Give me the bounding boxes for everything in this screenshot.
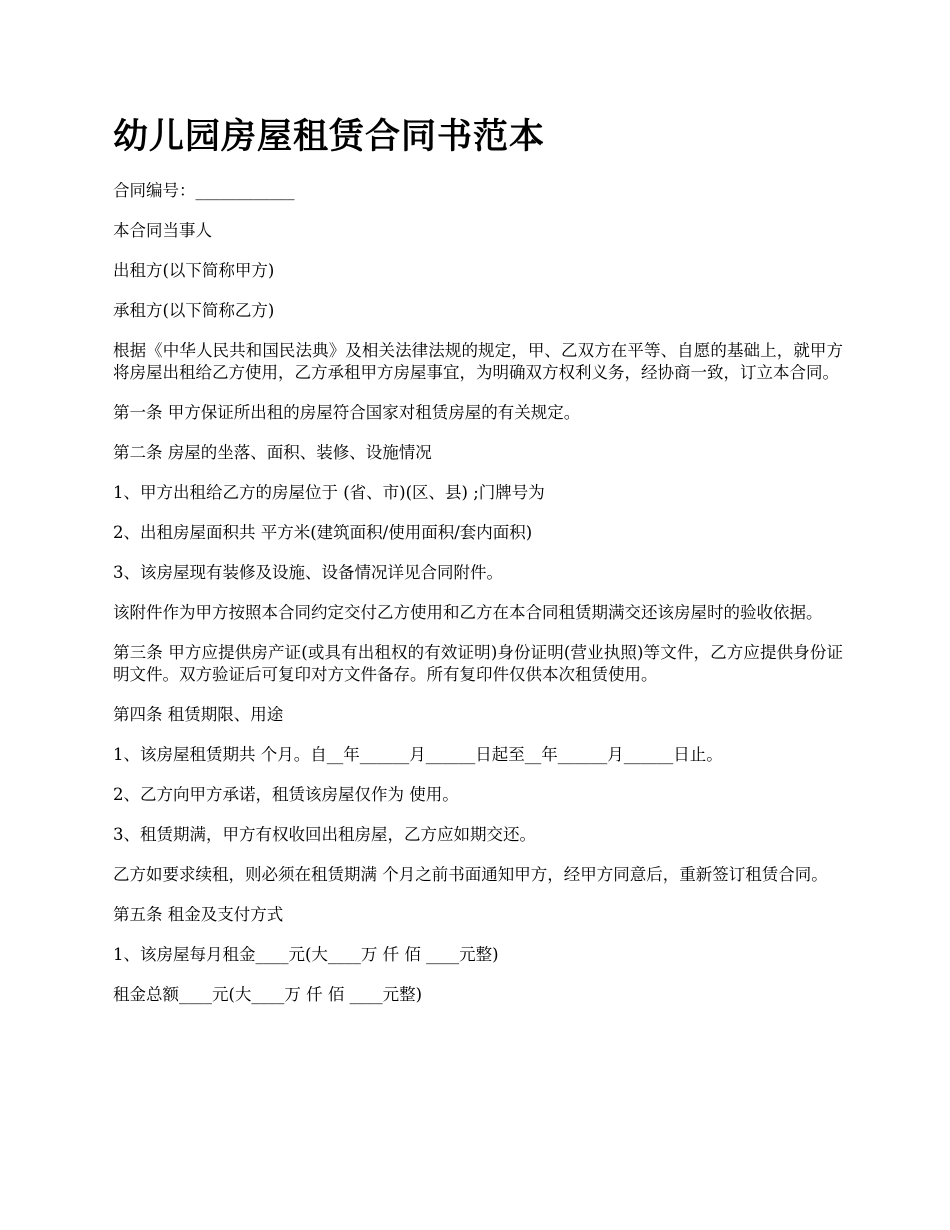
parties-heading: 本合同当事人 (113, 221, 212, 240)
article-2-item-3: 3、该房屋现有装修及设施、设备情况详见合同附件。 (113, 563, 503, 582)
document-page (113, 112, 843, 1024)
article-2-item-1: 1、甲方出租给乙方的房屋位于 (省、市)(区、县) ;门牌号为 (113, 483, 545, 502)
total-rent-line: 租金总额____元(大____万 仟 佰 ____元整) (113, 985, 423, 1004)
article-3: 第三条 甲方应提供房产证(或具有出租权的有效证明)身份证明(营业执照)等文件，乙方应提供身份证明文件。双方验证后可复印对方文件备存。所有复印件仅供本次租赁使用。 (113, 643, 843, 684)
article-2-item-2: 2、出租房屋面积共 平方米(建筑面积/使用面积/套内面积) (113, 523, 533, 542)
article-4-item-2: 2、乙方向甲方承诺，租赁该房屋仅作为 使用。 (113, 785, 459, 804)
article-2-heading: 第二条 房屋的坐落、面积、装修、设施情况 (113, 443, 432, 462)
lessee-line: 承租方(以下简称乙方) (113, 301, 275, 320)
article-4-item-1: 1、该房屋租赁期共 个月。自__年______月______日起至__年______月______日止。 (113, 745, 723, 764)
preamble-paragraph: 根据《中华人民共和国民法典》及相关法律法规的规定，甲、乙双方在平等、自愿的基础上，就甲方将房屋出租给乙方使用，乙方承租甲方房屋事宜，为明确双方权利义务，经协商一致，订立本合同。 (113, 341, 843, 382)
article-4-item-3: 3、租赁期满，甲方有权收回出租房屋，乙方应如期交还。 (113, 825, 536, 844)
lessor-line: 出租方(以下简称甲方) (113, 261, 275, 280)
article-5-heading: 第五条 租金及支付方式 (113, 905, 284, 924)
document-title: 幼儿园房屋租赁合同书范本 (113, 117, 546, 157)
contract-number: 合同编号：____________ (113, 181, 295, 200)
attachment-note: 该附件作为甲方按照本合同约定交付乙方使用和乙方在本合同租赁期满交还该房屋时的验收依据。 (113, 603, 823, 622)
article-4-heading: 第四条 租赁期限、用途 (113, 705, 284, 724)
article-1: 第一条 甲方保证所出租的房屋符合国家对租赁房屋的有关规定。 (113, 403, 581, 422)
article-5-item-1: 1、该房屋每月租金____元(大____万 仟 佰 ____元整) (113, 945, 499, 964)
renewal-note: 乙方如要求续租，则必须在租赁期满 个月之前书面通知甲方，经甲方同意后，重新签订租赁合同。 (113, 865, 828, 884)
